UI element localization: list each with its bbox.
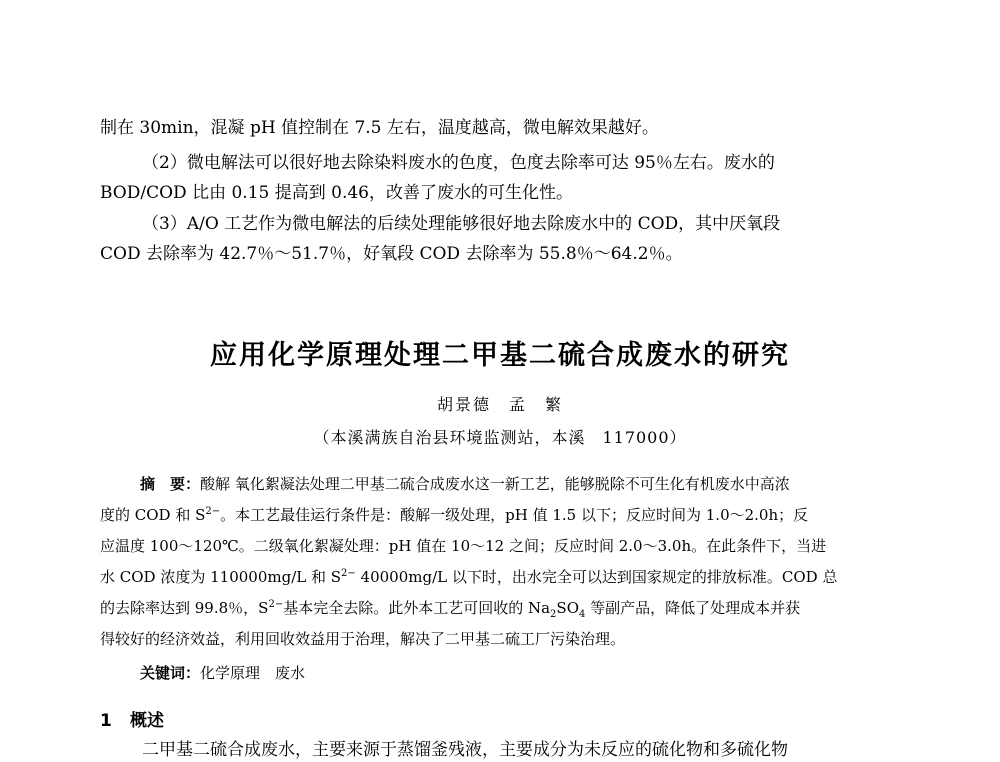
abstract-text: 酸解 氧化絮凝法处理二甲基二硫合成废水这一新工艺，能够脱除不可生化有机废水中高浓 [200,475,790,493]
abstract-text: 水 COD 浓度为 110000mg/L 和 S [100,568,342,586]
body-text-line: （3）A/O 工艺作为微电解法的后续处理能够很好地去除废水中的 COD，其中厌氧段 [142,214,781,234]
section-heading [100,706,164,731]
keywords-text: 化学原理 废水 [200,664,306,682]
abstract-text: 度的 COD 和 S [100,506,206,524]
article-title: 应用化学原理处理二甲基二硫合成废水的研究 [210,340,790,371]
article-authors: 胡景德 孟 繁 [436,395,563,414]
abstract-text: 40000mg/L 以下时，出水完全可以达到国家规定的排放标准。COD 总 [355,568,838,586]
abstract-line [100,504,808,526]
abstract-text: SO [556,599,579,617]
abstract-line [100,597,800,619]
abstract-line: 得较好的经济效益，利用回收效益用于治理，解决了二甲基二硫工厂污染治理。 [100,630,626,648]
body-text-line: （2）微电解法可以很好地去除染料废水的色度，色度去除率可达 95％左右。废水的 [142,153,775,173]
body-text-line: BOD/COD 比由 0.15 提高到 0.46，改善了废水的可生化性。 [100,183,573,203]
abstract-line [140,473,790,495]
abstract-text: 基本完全去除。此外本工艺可回收的 Na [283,599,551,617]
keywords-line [140,662,305,684]
abstract-line: 应温度 100～120℃。二级氧化絮凝处理：pH 值在 10～12 之间；反应时间 2.0～3.0h。在此条件下，当进 [100,537,827,555]
superscript: 2− [341,568,356,579]
section-title: 概述 [130,711,164,731]
superscript: 2− [205,506,221,517]
body-text-line: 二甲基二硫合成废水，主要来源于蒸馏釜残液，主要成分为未反应的硫化物和多硫化物 [142,740,788,760]
abstract-label: 摘 要： [140,475,201,493]
abstract-line [100,566,837,588]
abstract-text: 的去除率达到 99.8％，S [100,599,269,617]
abstract-text: 等副产品，降低了处理成本并获 [585,599,801,617]
article-affiliation: （本溪满族自治县环境监测站，本溪 117000） [313,428,687,447]
body-text-line: 制在 30min，混凝 pH 值控制在 7.5 左右，温度越高，微电解效果越好。 [100,118,659,138]
abstract-text: 。本工艺最佳运行条件是：酸解一级处理，pH 值 1.5 以下；反应时间为 1.0～2.0h；反 [220,506,809,524]
section-number: 1 [100,711,112,731]
subscript: 2 [550,609,557,620]
subscript: 4 [579,609,586,620]
body-text-line: COD 去除率为 42.7％～51.7％，好氧段 COD 去除率为 55.8％～64.2％。 [100,244,683,264]
superscript: 2− [268,599,284,610]
keywords-label: 关键词： [140,664,201,682]
